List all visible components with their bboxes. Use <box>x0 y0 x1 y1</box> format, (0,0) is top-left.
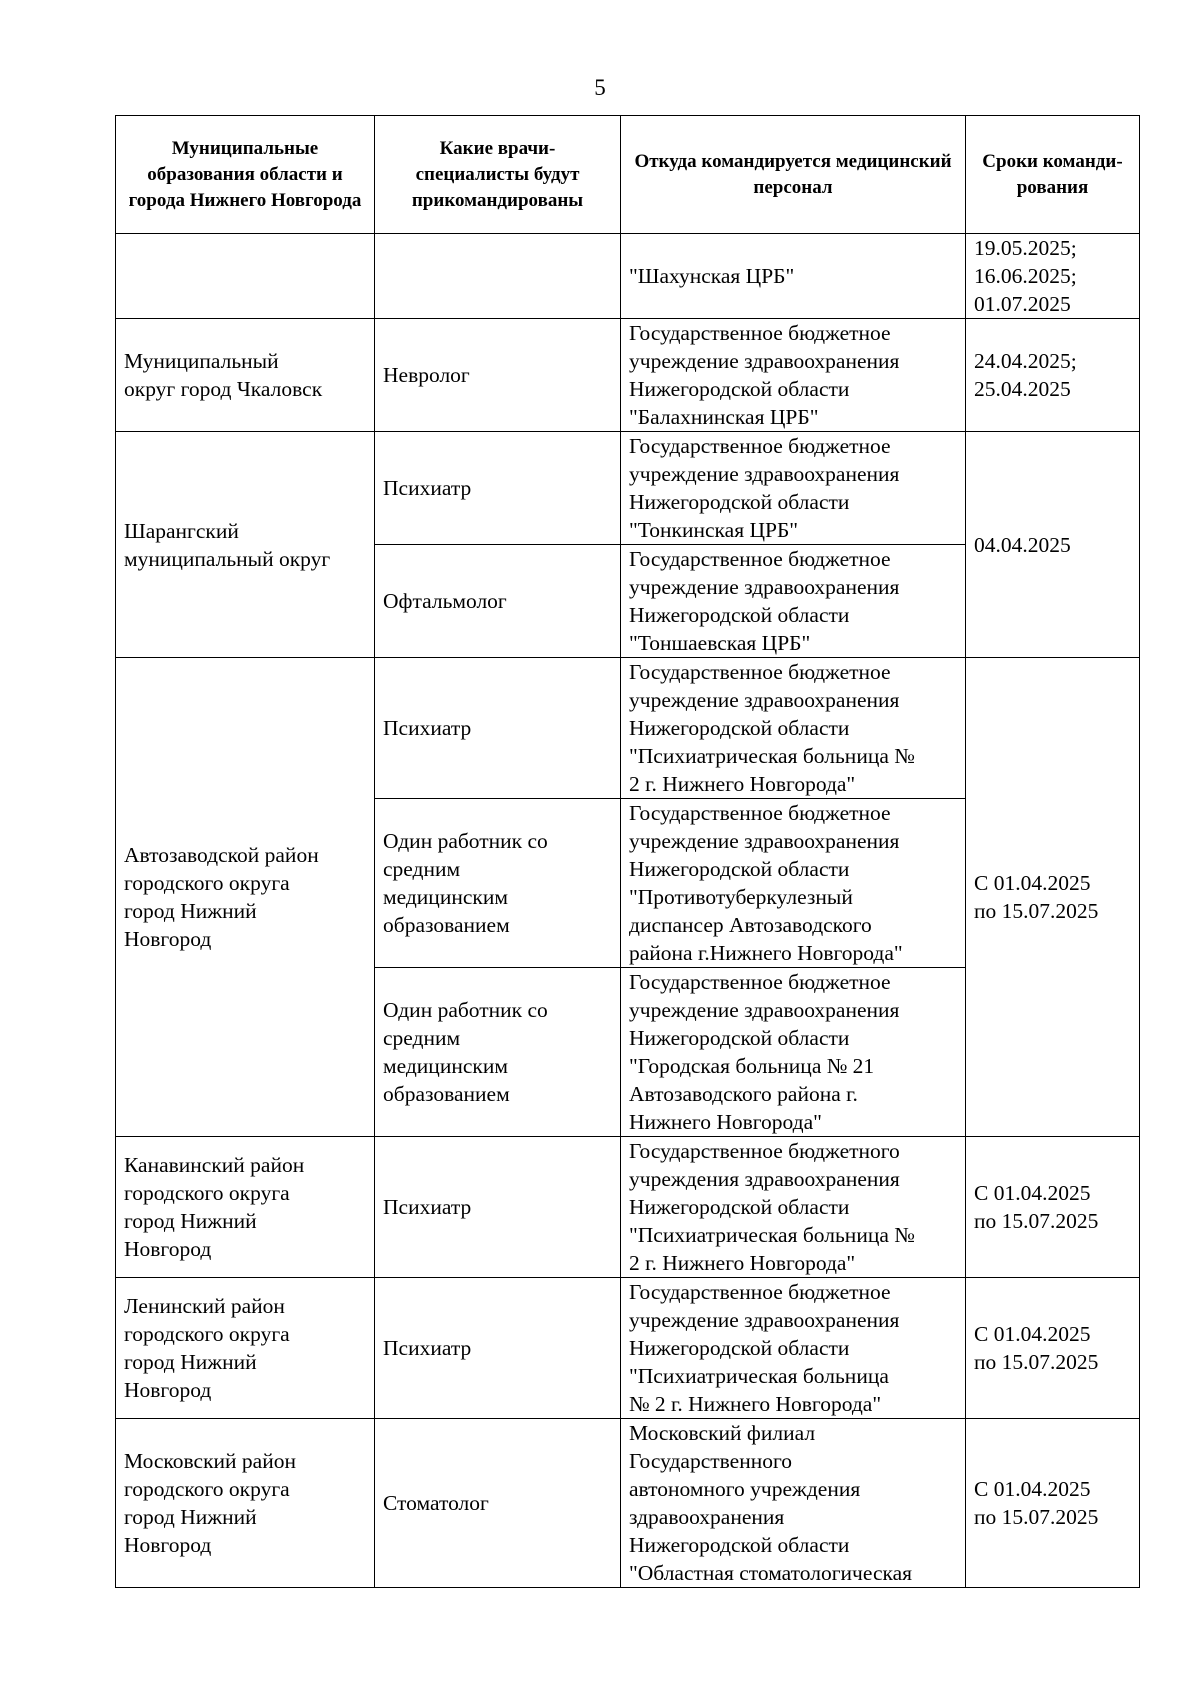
source-cell: Государственное бюджетное учреждение здравоохранения Нижегородской области "Противотуберкулезный диспансер Автозаводского района г.Нижнего Новгорода" <box>621 799 966 968</box>
table-row <box>116 658 1140 799</box>
source-cell: Государственное бюджетное учреждение здравоохранения Нижегородской области "Психиатрическая больница № 2 г. Нижнего Новгорода" <box>621 1278 966 1419</box>
table-row <box>116 1137 1140 1278</box>
specialist-cell: Стоматолог <box>375 1419 621 1588</box>
municipality-cell <box>116 234 375 319</box>
specialist-cell: Один работник со средним медицинским образованием <box>375 799 621 968</box>
municipality-cell: Шарангский муниципальный округ <box>116 432 375 658</box>
specialist-cell: Один работник со средним медицинским образованием <box>375 968 621 1137</box>
table-row <box>116 1278 1140 1419</box>
table-row <box>116 1419 1140 1588</box>
table-row <box>116 234 1140 319</box>
source-cell: Государственное бюджетное учреждение здравоохранения Нижегородской области "Городская больница № 21 Автозаводского района г. Нижнего Новгорода" <box>621 968 966 1137</box>
header-source: Откуда командируется медицинский персонал <box>621 116 966 234</box>
header-dates: Сроки команди- рования <box>966 116 1140 234</box>
specialist-cell: Психиатр <box>375 1278 621 1419</box>
dates-cell: 04.04.2025 <box>966 432 1140 658</box>
specialist-cell: Психиатр <box>375 658 621 799</box>
secondment-table <box>115 115 1140 1588</box>
municipality-cell: Автозаводской район городского округа город Нижний Новгород <box>116 658 375 1137</box>
source-cell: Государственное бюджетное учреждение здравоохранения Нижегородской области "Тоншаевская ЦРБ" <box>621 545 966 658</box>
municipality-cell: Ленинский район городского округа город Нижний Новгород <box>116 1278 375 1419</box>
dates-cell: 19.05.2025; 16.06.2025; 01.07.2025 <box>966 234 1140 319</box>
source-cell: Московский филиал Государственного автономного учреждения здравоохранения Нижегородской области "Областная стоматологическая <box>621 1419 966 1588</box>
municipality-cell: Канавинский район городского округа город Нижний Новгород <box>116 1137 375 1278</box>
dates-cell: С 01.04.2025 по 15.07.2025 <box>966 1137 1140 1278</box>
header-specialists: Какие врачи- специалисты будут прикомандированы <box>375 116 621 234</box>
municipality-cell: Московский район городского округа город Нижний Новгород <box>116 1419 375 1588</box>
header-municipality: Муниципальные образования области и города Нижнего Новгорода <box>116 116 375 234</box>
specialist-cell: Психиатр <box>375 432 621 545</box>
page-number: 5 <box>594 75 606 100</box>
source-cell: Государственное бюджетное учреждение здравоохранения Нижегородской области "Тонкинская ЦРБ" <box>621 432 966 545</box>
source-cell: "Шахунская ЦРБ" <box>621 234 966 319</box>
municipality-cell: Муниципальный округ город Чкаловск <box>116 319 375 432</box>
specialist-cell: Психиатр <box>375 1137 621 1278</box>
dates-cell: С 01.04.2025 по 15.07.2025 <box>966 1278 1140 1419</box>
dates-cell: С 01.04.2025 по 15.07.2025 <box>966 1419 1140 1588</box>
table-row <box>116 432 1140 545</box>
source-cell: Государственное бюджетного учреждения здравоохранения Нижегородской области "Психиатрическая больница № 2 г. Нижнего Новгорода" <box>621 1137 966 1278</box>
specialist-cell <box>375 234 621 319</box>
source-cell: Государственное бюджетное учреждение здравоохранения Нижегородской области "Балахнинская ЦРБ" <box>621 319 966 432</box>
table-row <box>116 319 1140 432</box>
source-cell: Государственное бюджетное учреждение здравоохранения Нижегородской области "Психиатрическая больница № 2 г. Нижнего Новгорода" <box>621 658 966 799</box>
specialist-cell: Невролог <box>375 319 621 432</box>
dates-cell: С 01.04.2025 по 15.07.2025 <box>966 658 1140 1137</box>
table-header-row <box>116 116 1140 234</box>
dates-cell: 24.04.2025; 25.04.2025 <box>966 319 1140 432</box>
specialist-cell: Офтальмолог <box>375 545 621 658</box>
